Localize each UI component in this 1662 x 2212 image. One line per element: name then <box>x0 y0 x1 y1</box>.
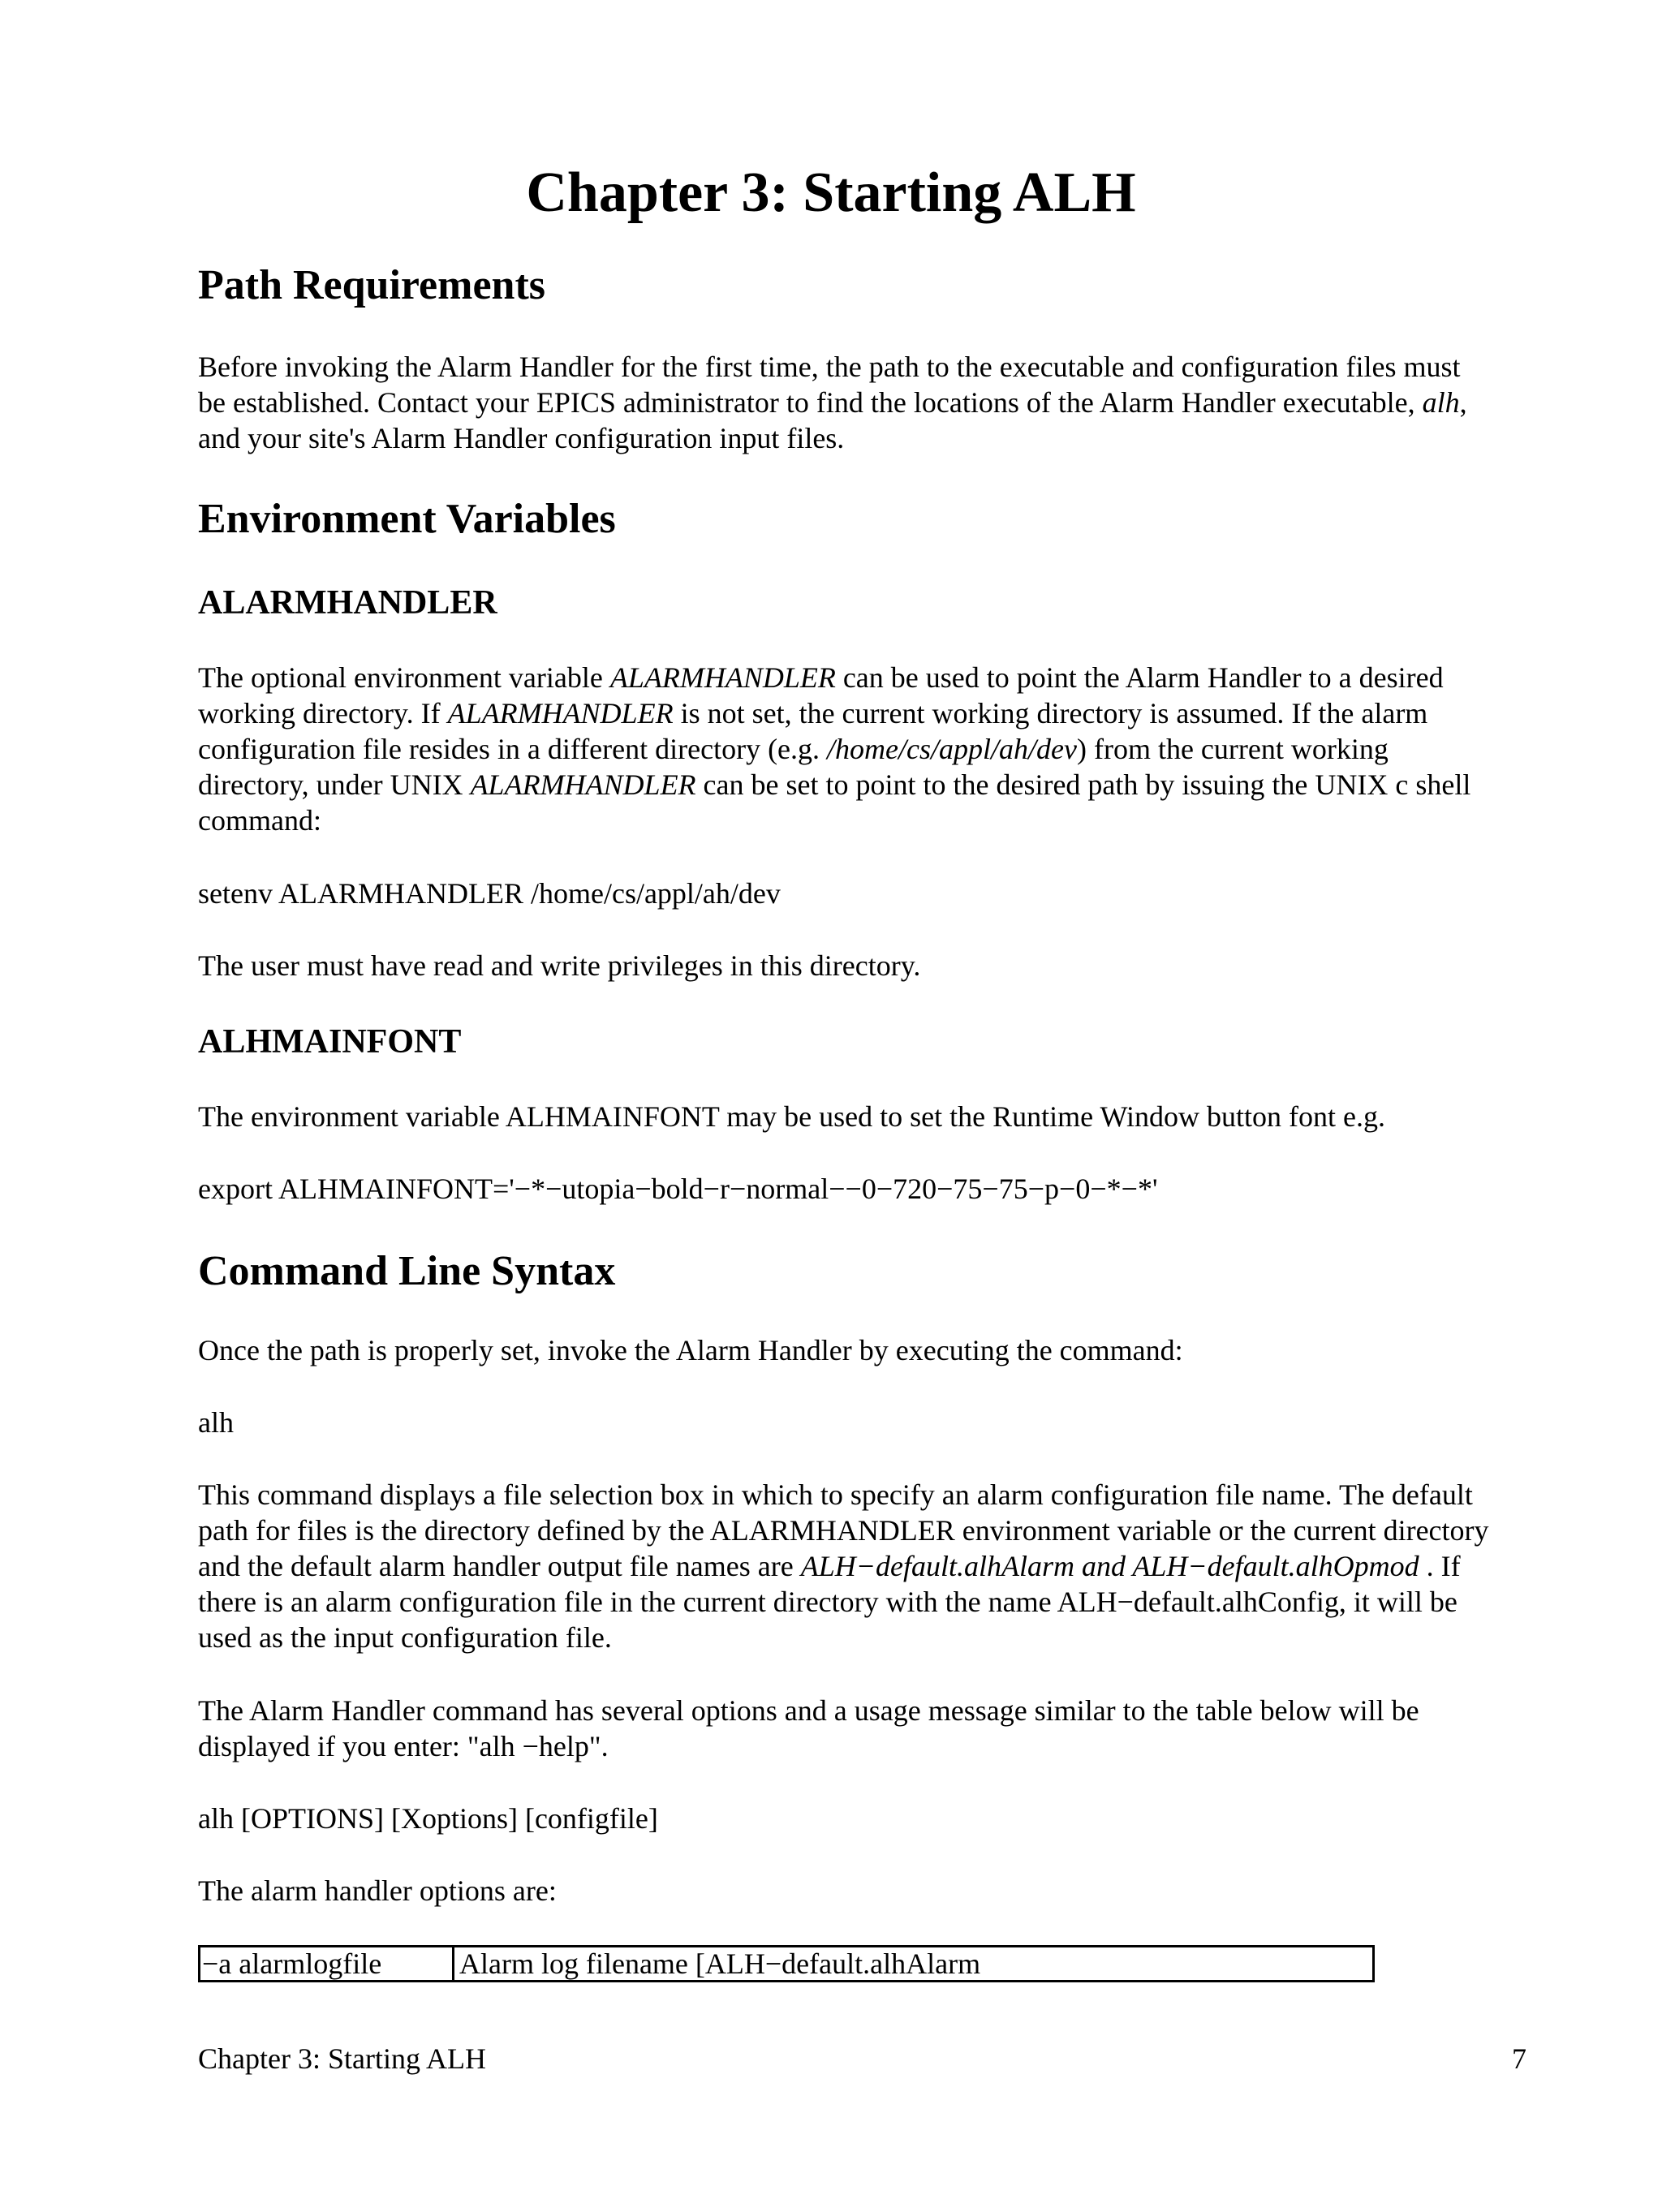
section-heading-command-line-syntax: Command Line Syntax <box>198 1248 616 1294</box>
text-span: , <box>1459 386 1467 419</box>
text-line: command: <box>198 804 321 837</box>
text-span: The optional environment variable <box>198 661 610 694</box>
text-span: directory, under UNIX <box>198 768 471 801</box>
text-line: Before invoking the Alarm Handler for the first time, the path to the executable and configuration files must <box>198 351 1461 383</box>
option-flag-cell: −a alarmlogfile <box>200 1947 454 1980</box>
usage-line: alh [OPTIONS] [Xoptions] [configfile] <box>198 1802 658 1835</box>
subheading-alarmhandler: ALARMHANDLER <box>198 584 497 622</box>
text-line <box>198 695 1470 731</box>
var-italic: ALARMHANDLER <box>470 768 696 801</box>
subheading-alhmainfont: ALHMAINFONT <box>198 1023 462 1061</box>
page-number: 7 <box>1512 2042 1526 2075</box>
alh-italic: alh <box>1422 386 1460 419</box>
text-span: working directory. If <box>198 697 448 729</box>
text-line: used as the input configuration file. <box>198 1621 612 1654</box>
text-line: there is an alarm configuration file in the current directory with the name ALH−default.alhConfig, it will be <box>198 1586 1457 1618</box>
chapter-title: Chapter 3: Starting ALH <box>526 161 1136 224</box>
text-span: is not set, the current working directory is assumed. If the alarm <box>673 697 1428 729</box>
text-span: configuration file resides in a different directory (e.g. <box>198 733 828 765</box>
alhmainfont-example: export ALHMAINFONT='−*−utopia−bold−r−normal−−0−720−75−75−p−0−*−*' <box>198 1173 1158 1205</box>
text-line: displayed if you enter: "alh −help". <box>198 1730 609 1762</box>
alarmhandler-paragraph <box>198 660 1470 838</box>
options-table <box>198 1945 1375 1982</box>
text-line: path for files is the directory defined by the ALARMHANDLER environment variable or the current directory <box>198 1514 1489 1547</box>
alh-command: alh <box>198 1406 234 1439</box>
text-span: ) from the current working <box>1076 733 1389 765</box>
setenv-command: setenv ALARMHANDLER /home/cs/appl/ah/dev <box>198 877 781 910</box>
text-line <box>198 731 1470 767</box>
section-heading-path-requirements: Path Requirements <box>198 262 546 308</box>
section-heading-environment-variables: Environment Variables <box>198 496 616 542</box>
text-span: . If <box>1419 1550 1461 1582</box>
path-requirements-paragraph <box>198 349 1467 456</box>
options-paragraph <box>198 1693 1419 1764</box>
path-italic: /home/cs/appl/ah/dev <box>827 733 1077 765</box>
options-intro: The alarm handler options are: <box>198 1874 557 1907</box>
default-filenames-italic: ALH−default.alhAlarm and ALH−default.alhOpmod <box>800 1550 1419 1582</box>
text-line <box>198 767 1470 803</box>
text-line: This command displays a file selection box in which to specify an alarm configuration file name. The default <box>198 1478 1473 1511</box>
option-description-cell: Alarm log filename [ALH−default.alhAlarm <box>459 1947 981 1980</box>
text-line <box>198 385 1467 420</box>
text-span: and the default alarm handler output file names are <box>198 1550 801 1582</box>
footer-title: Chapter 3: Starting ALH <box>198 2042 486 2075</box>
text-line: The Alarm Handler command has several options and a usage message similar to the table below will be <box>198 1694 1419 1727</box>
privileges-note: The user must have read and write privileges in this directory. <box>198 949 921 982</box>
text-span: be established. Contact your EPICS administrator to find the locations of the Alarm Handler executable, <box>198 386 1423 419</box>
alhmainfont-description: The environment variable ALHMAINFONT may be used to set the Runtime Window button font e.g. <box>198 1100 1385 1133</box>
command-description-paragraph <box>198 1477 1489 1655</box>
text-span: can be set to point to the desired path by issuing the UNIX c shell <box>695 768 1471 801</box>
text-line <box>198 1548 1489 1584</box>
command-intro: Once the path is properly set, invoke the Alarm Handler by executing the command: <box>198 1334 1183 1366</box>
text-line: and your site's Alarm Handler configuration input files. <box>198 422 845 454</box>
var-italic: ALARMHANDLER <box>447 697 674 729</box>
text-line <box>198 660 1470 695</box>
var-italic: ALARMHANDLER <box>609 661 836 694</box>
text-span: can be used to point the Alarm Handler to a desired <box>835 661 1444 694</box>
